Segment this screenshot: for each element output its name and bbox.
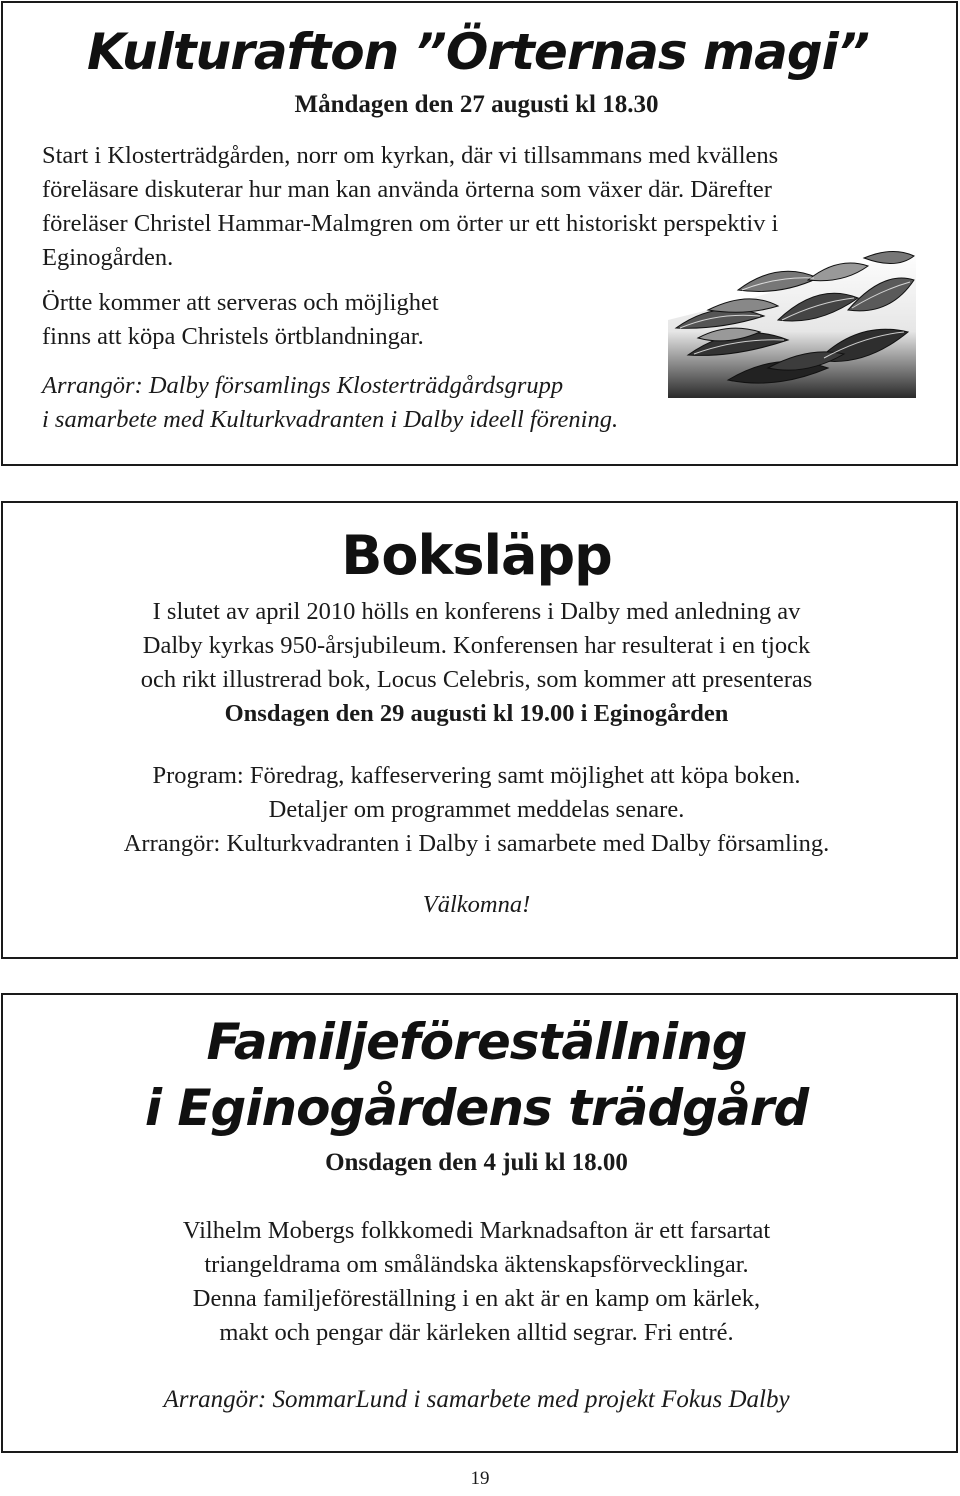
description-line: Denna familjeföreställning i en akt är en kamp om kärlek,	[192, 1285, 761, 1312]
description-line: Start i Klosterträdgården, norr om kyrkan, där vi tillsammans med kvällens	[42, 142, 779, 169]
event-title-familj-line1: Familjeföreställning	[206, 1013, 747, 1071]
event-organizer-kulturafton	[42, 369, 618, 437]
event-title-kulturafton: Kulturafton ”Örternas magi”	[87, 23, 869, 81]
event-organizer-familj: Arrangör: SommarLund i samarbete med projekt Fokus Dalby	[163, 1386, 790, 1413]
page-number: 19	[470, 1468, 490, 1489]
description-line: föreläser Christel Hammar-Malmgren om örter ur ett historiskt perspektiv i	[42, 210, 779, 237]
event-description-bokslapp	[0, 595, 953, 731]
description-line: triangeldrama om småländska äktenskapsförvecklingar.	[204, 1251, 749, 1278]
description-line: I slutet av april 2010 hölls en konferens i Dalby med anledning av	[152, 598, 801, 625]
event-description-familj	[0, 1214, 953, 1350]
herb-leaves-photo	[668, 250, 916, 398]
tea-line: finns att köpa Christels örtblandningar.	[42, 323, 424, 350]
description-line: makt och pengar där kärleken alltid segrar. Fri entré.	[219, 1319, 734, 1346]
organizer-line: i samarbete med Kulturkvadranten i Dalby ideell förening.	[42, 406, 619, 433]
description-line: Dalby kyrkas 950-årsjubileum. Konferensen har resulterat i en tjock	[142, 632, 811, 659]
tea-line: Örtte kommer att serveras och möjlighet	[42, 289, 439, 316]
event-date-familj: Onsdagen den 4 juli kl 18.00	[325, 1149, 628, 1176]
program-line: Detaljer om programmet meddelas senare.	[268, 796, 685, 823]
event-title-familj-line2: i Eginogårdens trädgård	[144, 1079, 809, 1137]
organizer-line: Arrangör: Dalby församlings Klosterträdgårdsgrupp	[42, 372, 564, 399]
description-line: Eginogården.	[42, 244, 174, 271]
description-line: Vilhelm Mobergs folkkomedi Marknadsafton är ett farsartat	[182, 1217, 771, 1244]
event-program-bokslapp	[0, 759, 953, 861]
event-date-bokslapp: Onsdagen den 29 augusti kl 19.00 i Eginogården	[224, 700, 729, 727]
welcome-text: Välkomna!	[422, 891, 531, 918]
event-date-kulturafton: Måndagen den 27 augusti kl 18.30	[294, 91, 659, 118]
description-line: föreläsare diskuterar hur man kan använda örterna som växer där. Därefter	[42, 176, 772, 203]
program-line: Program: Föredrag, kaffeservering samt möjlighet att köpa boken.	[152, 762, 801, 789]
program-line: Arrangör: Kulturkvadranten i Dalby i samarbete med Dalby församling.	[123, 830, 830, 857]
event-tea-note	[42, 286, 439, 354]
description-line: och rikt illustrerad bok, Locus Celebris, som kommer att presenteras	[140, 666, 813, 693]
event-title-bokslapp: Boksläpp	[341, 524, 612, 587]
